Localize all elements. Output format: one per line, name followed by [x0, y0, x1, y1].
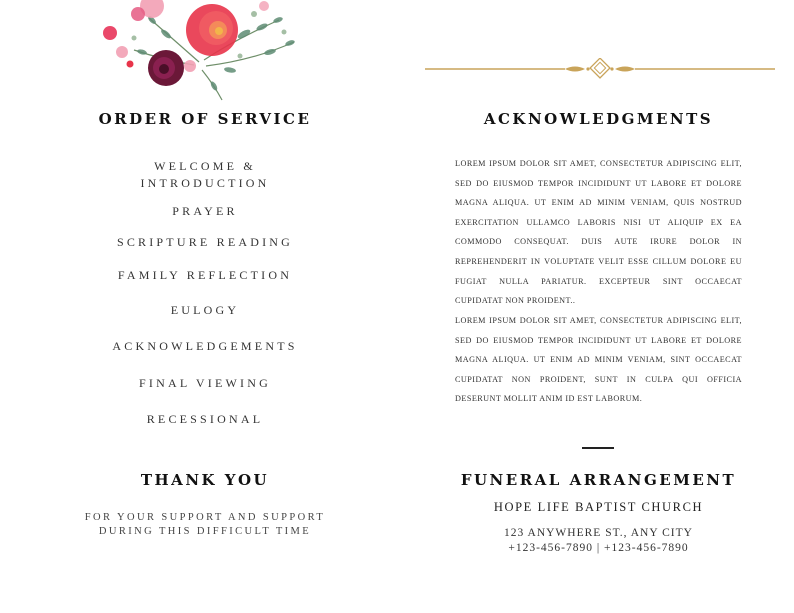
church-name: HOPE LIFE BAPTIST CHURCH	[493, 500, 704, 514]
order-of-service-title: ORDER OF SERVICE	[98, 110, 312, 128]
acknowledgments-section	[455, 110, 742, 128]
church-block	[455, 500, 742, 515]
section-divider-rule	[582, 447, 614, 449]
thank-you-line-1: FOR YOUR SUPPORT AND SUPPORT	[84, 512, 326, 523]
order-item-acknowledgements: ACKNOWLEDGEMENTS	[112, 339, 298, 353]
order-item-prayer: PRAYER	[172, 204, 238, 218]
order-item-welcome: WELCOME &	[154, 159, 256, 173]
thank-you-title: THANK YOU	[140, 471, 270, 489]
ornament-divider-icon	[425, 58, 775, 80]
floral-bouquet-icon	[94, 0, 309, 104]
thank-you-section	[60, 471, 350, 489]
thank-you-message	[60, 511, 350, 539]
church-address: 123 ANYWHERE ST., ANY CITY	[504, 527, 693, 539]
funeral-arrangement-title: FUNERAL ARRANGEMENT	[460, 471, 737, 489]
acknowledgments-text-2: LOREM IPSUM DOLOR SIT AMET, CONSECTETUR ADIPISCING ELIT, SED DO EIUSMOD TEMPOR INCIDIDUNT UT LABORE ET DOLORE MAGNA ALIQUA. UT ENIM AD MINIM VENIAM, SINT OCCAECAT CUPIDATAT NON PROIDENT, SUNT IN CULPA QUI OFFICIA DESERUNT MOLLIT ANIM ID EST LABORUM.	[455, 316, 742, 404]
funeral-arrangement-section	[455, 471, 742, 489]
order-item-eulogy: EULOGY	[170, 303, 240, 317]
thank-you-line-2: DURING THIS DIFFICULT TIME	[98, 526, 312, 537]
order-item-scripture-reading: SCRIPTURE READING	[116, 235, 294, 249]
address-block	[455, 526, 742, 556]
order-item-introduction: INTRODUCTION	[140, 176, 270, 190]
acknowledgments-title: ACKNOWLEDGMENTS	[483, 110, 714, 128]
order-item-family-reflection: FAMILY REFLECTION	[117, 268, 293, 282]
acknowledgments-paragraph-1	[455, 154, 742, 311]
acknowledgments-text-1: LOREM IPSUM DOLOR SIT AMET, CONSECTETUR ADIPISCING ELIT, SED DO EIUSMOD TEMPOR INCIDIDUNT UT LABORE ET DOLORE MAGNA ALIQUA. UT ENIM AD MINIM VENIAM, QUIS NOSTRUD EXERCITATION ULLAMCO LABORIS NISI UT ALIQUIP EX EA COMMODO CONSEQUAT. DUIS AUTE IRURE DOLOR IN REPREHENDERIT IN VOLUPTATE VELIT ESSE CILLUM DOLORE EU FUGIAT NULLA PARIATUR. EXCEPTEUR SINT OCCAECAT CUPIDATAT NON PROIDENT..	[455, 159, 742, 306]
order-item-final-viewing: FINAL VIEWING	[139, 376, 271, 390]
acknowledgments-paragraph-2	[455, 311, 742, 409]
order-item-recessional: RECESSIONAL	[146, 412, 264, 426]
church-phones: +123-456-7890 | +123-456-7890	[508, 542, 689, 554]
order-of-service-section	[60, 110, 350, 128]
